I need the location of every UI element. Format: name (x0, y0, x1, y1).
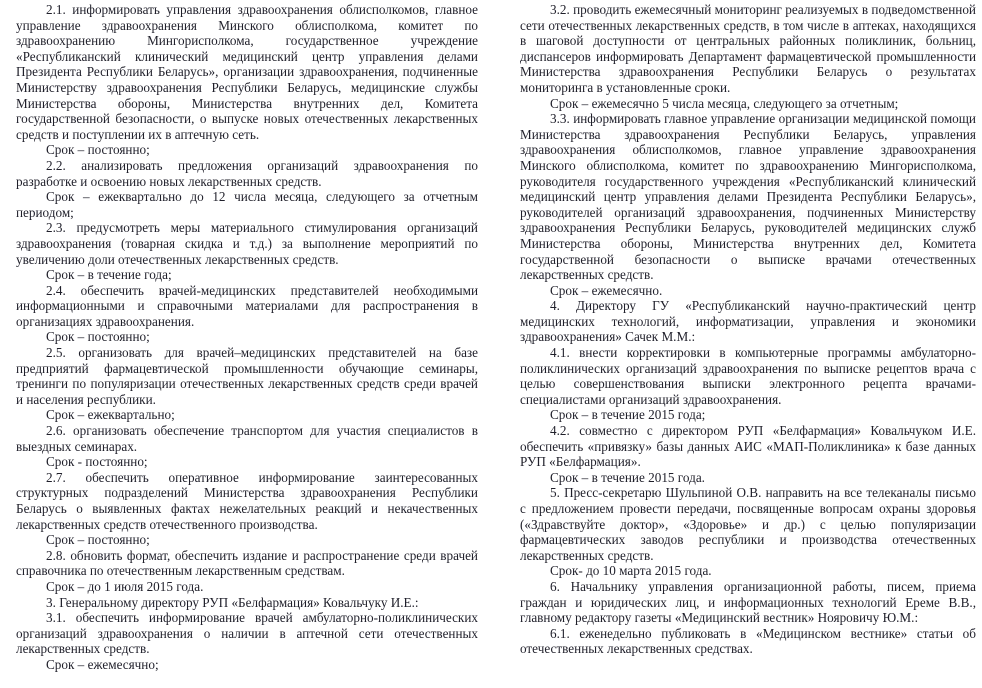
right-column (520, 2, 976, 688)
deadline-2-3: Срок – в течение года; (46, 267, 172, 283)
section-6-heading: 6. Начальнику управления организационной работы, писем, приема граждан и юридических лиц, и информационных технологий Ереме В.В., главному редактору газеты «Медицинский вестник» Нояровичу Ю.М.: (520, 578, 976, 626)
paragraph-2-6: 2.6. организовать обеспечение транспортом для участия специалистов в выездных семинарах. (16, 423, 478, 454)
deadline-2-4: Срок – постоянно; (46, 329, 150, 345)
deadline-3-3: Срок – ежемесячно. (550, 282, 663, 298)
paragraph-4-2: 4.2. совместно с директором РУП «Белфармация» Ковальчуком И.Е. обеспечить «привязку» базы данных АИС «МАП-Поликлиника» к базе данных РУП «Белфармация». (520, 423, 976, 470)
paragraph-2-4: 2.4. обеспечить врачей-медицинских представителей необходимыми информационными и справочными материалами для распространения в организациях здравоохранения. (16, 282, 478, 329)
deadline-2-2: Срок – ежеквартально до 12 числа месяца, следующего за отчетным периодом; (16, 189, 478, 220)
paragraph-2-5: 2.5. организовать для врачей–медицинских представителей на базе предприятий фармацевтической промышленности обучающие семинары, тренинги по популяризации отечественных лекарственных средств среди врачей и населения республики. (16, 345, 478, 407)
paragraph-2-2: 2.2. анализировать предложения организаций здравоохранения по разработке и освоению новых лекарственных средств. (16, 157, 478, 189)
deadline-2-5: Срок – ежеквартально; (46, 407, 175, 423)
deadline-2-6: Срок - постоянно; (46, 454, 148, 470)
paragraph-3-3: 3.3. информировать главное управление организации медицинской помощи Министерства здравоохранения Республики Беларусь, управления здравоохранения облисполкомов, главное управление здравоохранения Минского облисполкома, комитет по здравоохранению Мингорисполкома, руководителя государственного учреждения «Республиканский клинический медицинский центр управления делами Президента Республики Беларусь», руководителей организаций здравоохранения, подчиненных Министерству здравоохранения Республики Беларусь, руководителей медицинских служб Министерства обороны, Министерства внутренних дел, Комитета государственной безопасности о выписке врачами отечественных лекарственных средств. (520, 111, 976, 283)
paragraph-3-1: 3.1. обеспечить информирование врачей амбулаторно-поликлинических организаций здравоохранения о наличии в аптечной сети отечественных лекарственных средств. (16, 610, 478, 657)
deadline-3-1: Срок – ежемесячно; (46, 656, 159, 672)
deadline-2-1: Срок – постоянно; (46, 142, 150, 158)
paragraph-4-1: 4.1. внести корректировки в компьютерные программы амбулаторно-поликлинических организаций здравоохранения по выписке рецептов врача с целью совершенствования выписки электронного рецепта врачами-специалистами организаций здравоохранения. (520, 345, 976, 407)
deadline-4-1: Срок – в течение 2015 года; (550, 407, 706, 423)
deadline-5: Срок- до 10 марта 2015 года. (550, 563, 712, 579)
deadline-2-7: Срок – постоянно; (46, 532, 150, 548)
paragraph-3-2: 3.2. проводить ежемесячный мониторинг реализуемых в подведомственной сети отечественных лекарственных средств, в том числе в аптеках, находящихся в шаговой доступности от центральных районных поликлиник, больниц, диспансеров информировать Департамент фармацевтической промышленности Министерства здравоохранения Республики Беларусь о результатах мониторинга в установленные сроки. (520, 2, 976, 95)
deadline-4-2: Срок – в течение 2015 года. (550, 469, 705, 485)
section-4-heading: 4. Директору ГУ «Республиканский научно-практический центр медицинских технологий, информатизации, управления и экономики здравоохранения» Сачек М.М.: (520, 298, 976, 345)
deadline-2-8: Срок – до 1 июля 2015 года. (46, 578, 204, 594)
deadline-3-2: Срок – ежемесячно 5 числа месяца, следующего за отчетным; (550, 95, 899, 111)
paragraph-2-1: 2.1. информировать управления здравоохранения облисполкомов, главное управление здравоохранения Минского облисполкома, комитет по здравоохранению Мингорисполкома, государственное учреждение «Республиканский клинический медицинский центр управления делами Президента Республики Беларусь», организации здравоохранения, подчиненные Министерству здравоохранения Республики Беларусь, медицинские службы Министерства обороны, Министерства внутренних дел, Комитета государственной безопасности, о выпуске новых отечественных лекарственных средств и поступлении их в аптечную сеть. (16, 2, 478, 142)
paragraph-2-7: 2.7. обеспечить оперативное информирование заинтересованных структурных подразделений Министерства здравоохранения Республики Беларусь о выявленных фактах нежелательных реакций и некачественных лекарственных средств отечественного производства. (16, 469, 478, 532)
paragraph-6-1: 6.1. еженедельно публиковать в «Медицинском вестнике» статьи об отечественных лекарственных средствах. (520, 625, 976, 657)
left-column (16, 2, 478, 688)
paragraph-2-3: 2.3. предусмотреть меры материального стимулирования организаций здравоохранения (товарная скидка и т.д.) за выполнение мероприятий по увеличению доли отечественных лекарственных средств. (16, 220, 478, 267)
paragraph-2-8: 2.8. обновить формат, обеспечить издание и распространение среди врачей справочника по отечественным лекарственным средствам. (16, 547, 478, 579)
section-3-heading: 3. Генеральному директору РУП «Белфармация» Ковальчуку И.Е.: (46, 594, 419, 610)
section-5-paragraph: 5. Пресс-секретарю Шульпиной О.В. направить на все телеканалы письмо с предложением провести передачи, посвященные вопросам охраны здоровья («Здравствуйте доктор», «Здоровье» и др.) с целью популяризации фармацевтических заводов республики и производства отечественных лекарственных средств. (520, 485, 976, 563)
